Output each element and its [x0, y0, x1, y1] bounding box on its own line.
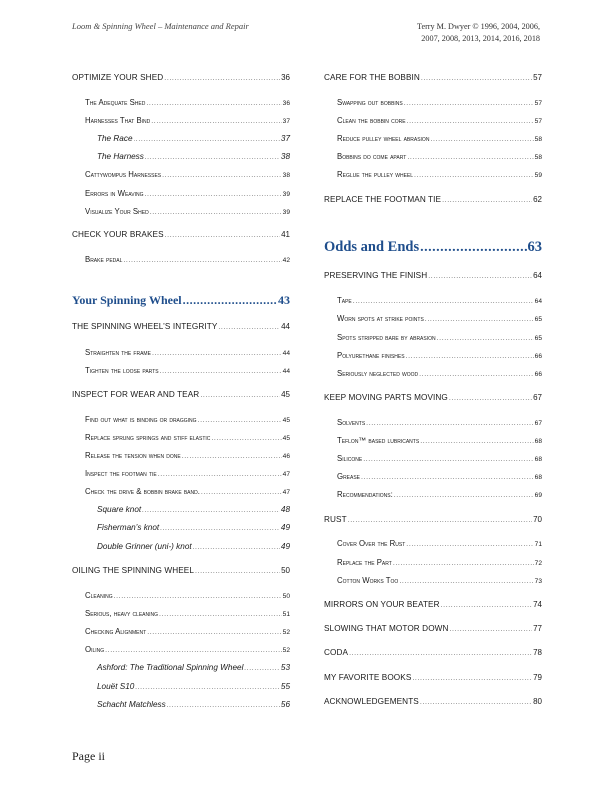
toc-entry-oiling[interactable]: Oiling ..... 52 [72, 645, 290, 654]
copyright-line-1: Terry M. Dwyer © 1996, 2004, 2006, [417, 22, 540, 31]
toc-entry-coda[interactable]: CODA ..... 78 [324, 648, 542, 657]
toc-entry-double-grinner-knot[interactable]: Double Grinner (uni-) knot ..... 49 [72, 542, 290, 551]
toc-entry-clean-bobbin-core[interactable]: Clean the bobbin core ..... 57 [324, 116, 542, 125]
toc-entry-replace-springs[interactable]: Replace sprung springs and stiff elastic ..... 45 [72, 433, 290, 442]
toc-entry-slowing-motor[interactable]: SLOWING THAT MOTOR DOWN ..... 77 [324, 624, 542, 633]
toc-entry-reglue-pulley[interactable]: Reglue the pulley wheel ..... 59 [324, 170, 542, 179]
page-number: Page ii [72, 749, 105, 763]
toc-entry-teflon-lubricants[interactable]: Teflon™ based lubricants ..... 68 [324, 436, 542, 445]
toc-entry-heavy-cleaning[interactable]: Serious, heavy cleaning ..... 51 [72, 609, 290, 618]
toc-entry-rust[interactable]: RUST ..... 70 [324, 515, 542, 524]
toc-entry-replace-footman-tie[interactable]: REPLACE THE FOOTMAN TIE ..... 62 [324, 195, 542, 204]
toc-entry-cotton-works[interactable]: Cotton Works Too ..... 73 [324, 576, 542, 585]
toc-entry-release-tension[interactable]: Release the tension when done ..... 46 [72, 451, 290, 460]
toc-entry-favorite-books[interactable]: MY FAVORITE BOOKS ..... 79 [324, 673, 542, 682]
running-header-copyright [310, 21, 540, 45]
toc-chapter-your-spinning-wheel[interactable]: Your Spinning Wheel ..... 43 [72, 293, 290, 308]
toc-entry-mirrors-beater[interactable]: MIRRORS ON YOUR BEATER ..... 74 [324, 600, 542, 609]
toc-entry-recommendations[interactable]: Recommendations: ..... 69 [324, 490, 542, 499]
toc-entry-solvents[interactable]: Solvents ..... 67 [324, 418, 542, 427]
toc-entry-cattywompus-harnesses[interactable]: Cattywompus Harnesses ..... 38 [72, 170, 290, 179]
toc-entry-keep-parts-moving[interactable]: KEEP MOVING PARTS MOVING ..... 67 [324, 393, 542, 402]
toc-entry-straighten-frame[interactable]: Straighten the frame ..... 44 [72, 348, 290, 357]
toc-entry-the-race[interactable]: The Race ..... 37 [72, 134, 290, 143]
toc-entry-stripped-spots[interactable]: Spots stripped bare by abrasion ..... 65 [324, 333, 542, 342]
toc-entry-inspect-wear-tear[interactable]: INSPECT FOR WEAR AND TEAR ..... 45 [72, 390, 290, 399]
toc-entry-the-harness[interactable]: The Harness ..... 38 [72, 152, 290, 161]
toc-entry-harnesses-that-bind[interactable]: Harnesses That Bind ..... 37 [72, 116, 290, 125]
toc-entry-check-brake-band[interactable]: Check the drive & bobbin brake band. ..... 47 [72, 487, 290, 496]
toc-entry-fishermans-knot[interactable]: Fisherman’s knot ..... 49 [72, 523, 290, 532]
toc-entry-adequate-shed[interactable]: The Adequate Shed ..... 36 [72, 98, 290, 107]
toc-entry-optimize-your-shed[interactable]: OPTIMIZE YOUR SHED ..... 36 [72, 73, 290, 82]
toc-entry-inspect-footman-tie[interactable]: Inspect the footman tie ..... 47 [72, 469, 290, 478]
toc-entry-cover-rust[interactable]: Cover Over the Rust ..... 71 [324, 539, 542, 548]
copyright-line-2: 2007, 2008, 2013, 2014, 2016, 2018 [421, 34, 540, 43]
toc-entry-acknowledgements[interactable]: ACKNOWLEDGEMENTS ..... 80 [324, 697, 542, 706]
toc-entry-square-knot[interactable]: Square knot ..... 48 [72, 505, 290, 514]
toc-entry-bobbins-come-apart[interactable]: Bobbins do come apart ..... 58 [324, 152, 542, 161]
toc-entry-preserving-finish[interactable]: PRESERVING THE FINISH ..... 64 [324, 271, 542, 280]
toc-chapter-odds-and-ends[interactable]: Odds and Ends ..... 63 [324, 239, 542, 256]
toc-entry-binding-dragging[interactable]: Find out what is binding or dragging ..... 45 [72, 415, 290, 424]
toc-entry-cleaning[interactable]: Cleaning ..... 50 [72, 591, 290, 600]
toc-entry-swapping-bobbins[interactable]: Swapping out bobbins ..... 57 [324, 98, 542, 107]
toc-entry-polyurethane[interactable]: Polyurethane finishes ..... 66 [324, 351, 542, 360]
toc-entry-wheel-integrity[interactable]: THE SPINNING WHEEL’S INTEGRITY ..... 44 [72, 322, 290, 331]
toc-entry-tighten-loose-parts[interactable]: Tighten the loose parts ..... 44 [72, 366, 290, 375]
toc-entry-neglected-wood[interactable]: Seriously neglected wood ..... 66 [324, 369, 542, 378]
toc-entry-louet-s10[interactable]: Louët S10 ..... 55 [72, 682, 290, 691]
toc-entry-oiling-wheel[interactable]: OILING THE SPINNING WHEEL ..... 50 [72, 566, 290, 575]
toc-entry-errors-in-weaving[interactable]: Errors in Weaving ..... 39 [72, 189, 290, 198]
toc-entry-care-for-bobbin[interactable]: CARE FOR THE BOBBIN ..... 57 [324, 73, 542, 82]
toc-entry-brake-pedal[interactable]: Brake pedal ..... 42 [72, 255, 290, 264]
toc-entry-silicone[interactable]: Silicone ..... 68 [324, 454, 542, 463]
toc-entry-schacht-matchless[interactable]: Schacht Matchless ..... 56 [72, 700, 290, 709]
toc-entry-replace-part[interactable]: Replace the Part ..... 72 [324, 558, 542, 567]
running-header-title: Loom & Spinning Wheel – Maintenance and Repair [72, 21, 249, 31]
toc-entry-checking-alignment[interactable]: Checking Alignment ..... 52 [72, 627, 290, 636]
toc-entry-check-your-brakes[interactable]: CHECK YOUR BRAKES ..... 41 [72, 230, 290, 239]
toc-entry-reduce-abrasion[interactable]: Reduce pulley wheel abrasion ..... 58 [324, 134, 542, 143]
toc-entry-worn-spots[interactable]: Worn spots at strike points ..... 65 [324, 314, 542, 323]
toc-entry-ashford[interactable]: Ashford: The Traditional Spinning Wheel ..... 53 [72, 663, 290, 672]
toc-entry-visualize-your-shed[interactable]: Visualize Your Shed ..... 39 [72, 207, 290, 216]
toc-entry-grease[interactable]: Grease ..... 68 [324, 472, 542, 481]
toc-entry-tape[interactable]: Tape ..... 64 [324, 296, 542, 305]
